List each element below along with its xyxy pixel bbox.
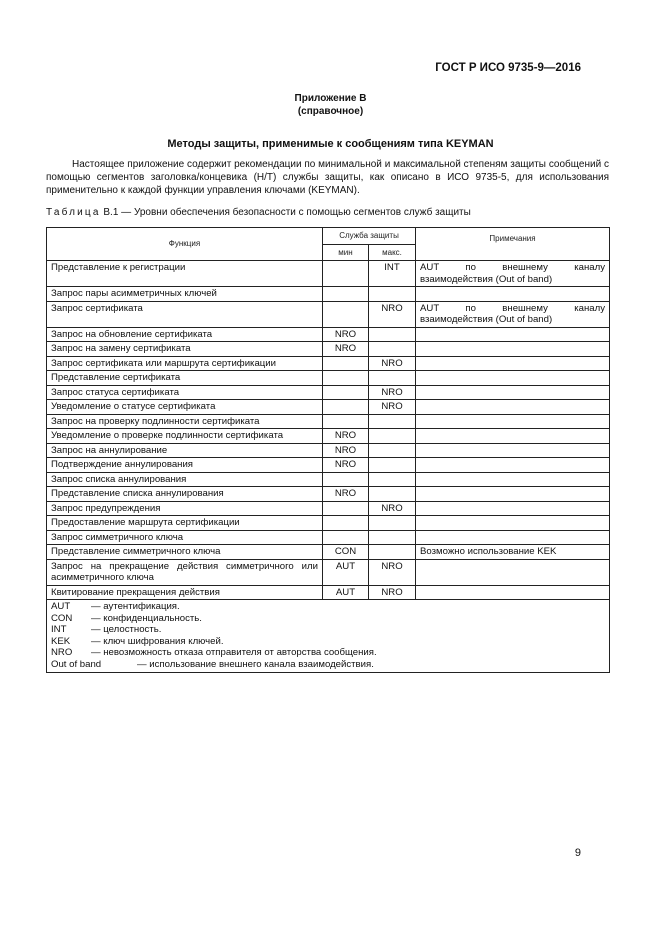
max-cell: NRO <box>369 400 416 415</box>
function-cell: Запрос предупреждения <box>47 501 323 516</box>
max-cell: NRO <box>369 301 416 327</box>
note-cell <box>416 342 610 357</box>
table-row <box>47 516 610 531</box>
note-cell: AUT по внешнему каналу взаимодействия (Out of band) <box>416 261 610 287</box>
table-row <box>47 585 610 600</box>
table-row <box>47 429 610 444</box>
function-cell: Запрос на прекращение действия симметричного или асимметричного ключа <box>47 559 323 585</box>
note-cell <box>416 559 610 585</box>
intro-paragraph: Настоящее приложение содержит рекомендации по минимальной и максимальной степеням защиты сообщений с помощью сегментов заголовка/концевика (Н/Т) службы защиты, как описано в ИСО 9735-5, для использования применительно к каждой функции управления ключами (KEYMAN). <box>46 159 609 196</box>
function-cell: Запрос сертификата <box>47 301 323 327</box>
legend-text: — конфиденциальность. <box>91 612 202 624</box>
min-cell <box>323 414 369 429</box>
function-cell: Запрос на замену сертификата <box>47 342 323 357</box>
table-header-row <box>47 228 610 245</box>
table-row <box>47 327 610 342</box>
max-cell <box>369 327 416 342</box>
function-cell: Запрос на аннулирование <box>47 443 323 458</box>
max-cell <box>369 414 416 429</box>
table-row <box>47 472 610 487</box>
header-notes: Примечания <box>416 228 610 261</box>
max-cell: NRO <box>369 501 416 516</box>
function-cell: Предоставление маршрута сертификации <box>47 516 323 531</box>
min-cell <box>323 287 369 302</box>
table-row <box>47 487 610 502</box>
function-cell: Запрос статуса сертификата <box>47 385 323 400</box>
table-row <box>47 385 610 400</box>
function-cell: Запрос списка аннулирования <box>47 472 323 487</box>
function-cell: Запрос на проверку подлинности сертификата <box>47 414 323 429</box>
table-caption <box>46 207 471 218</box>
max-cell <box>369 545 416 560</box>
note-cell <box>416 327 610 342</box>
max-cell <box>369 487 416 502</box>
header-function: Функция <box>47 228 323 261</box>
table-row <box>47 530 610 545</box>
table-caption-text: В.1 — Уровни обеспечения безопасности с помощью сегментов служб защиты <box>100 207 471 218</box>
note-cell <box>416 472 610 487</box>
header-security-service: Служба защиты <box>323 228 416 245</box>
legend-cell <box>47 600 610 673</box>
function-cell: Представление списка аннулирования <box>47 487 323 502</box>
min-cell: NRO <box>323 429 369 444</box>
max-cell: NRO <box>369 356 416 371</box>
min-cell <box>323 501 369 516</box>
legend-abbr: Out of band <box>51 658 102 670</box>
legend-abbr: KEK <box>51 635 71 647</box>
function-cell: Запрос сертификата или маршрута сертификации <box>47 356 323 371</box>
header-min: мин <box>323 244 369 261</box>
min-cell: AUT <box>323 585 369 600</box>
function-cell: Запрос симметричного ключа <box>47 530 323 545</box>
min-cell: NRO <box>323 443 369 458</box>
max-cell <box>369 429 416 444</box>
legend-abbr: NRO <box>51 647 73 659</box>
note-cell <box>416 385 610 400</box>
legend-text: — невозможность отказа отправителя от авторства сообщения. <box>91 647 377 659</box>
section-title: Методы защиты, применимые к сообщениям типа KEYMAN <box>167 138 494 150</box>
legend-item <box>51 613 605 625</box>
table-row <box>47 414 610 429</box>
min-cell: NRO <box>323 487 369 502</box>
max-cell <box>369 287 416 302</box>
appendix-title: Приложение В <box>294 93 367 104</box>
legend-item <box>51 636 605 648</box>
note-cell: AUT по внешнему каналу взаимодействия (Out of band) <box>416 301 610 327</box>
min-cell <box>323 516 369 531</box>
min-cell <box>323 356 369 371</box>
note-cell: Возможно использование KEK <box>416 545 610 560</box>
header-max: макс. <box>369 244 416 261</box>
function-cell: Запрос пары асимметричных ключей <box>47 287 323 302</box>
legend-item <box>51 659 605 671</box>
max-cell: NRO <box>369 585 416 600</box>
min-cell: CON <box>323 545 369 560</box>
table-caption-prefix: Таблица <box>46 207 101 218</box>
note-cell <box>416 516 610 531</box>
legend-text: — целостность. <box>91 624 162 636</box>
note-cell <box>416 400 610 415</box>
legend-abbr: CON <box>51 612 73 624</box>
legend-text: — ключ шифрования ключей. <box>91 635 224 647</box>
table-body <box>47 261 610 600</box>
appendix-heading <box>0 92 661 118</box>
max-cell <box>369 371 416 386</box>
note-cell <box>416 487 610 502</box>
legend-text: — использование внешнего канала взаимодействия. <box>137 658 374 670</box>
appendix-subtitle: (справочное) <box>297 106 364 117</box>
legend-item <box>51 624 605 636</box>
min-cell <box>323 261 369 287</box>
function-cell: Уведомление о статусе сертификата <box>47 400 323 415</box>
function-cell: Представление симметричного ключа <box>47 545 323 560</box>
min-cell: NRO <box>323 458 369 473</box>
function-cell: Запрос на обновление сертификата <box>47 327 323 342</box>
security-levels-table <box>46 227 610 673</box>
note-cell <box>416 287 610 302</box>
max-cell <box>369 458 416 473</box>
table-row <box>47 287 610 302</box>
legend-item <box>51 601 605 613</box>
table-row <box>47 501 610 516</box>
min-cell <box>323 301 369 327</box>
function-cell: Представление к регистрации <box>47 261 323 287</box>
max-cell <box>369 472 416 487</box>
standard-designation: ГОСТ Р ИСО 9735-9—2016 <box>435 62 581 74</box>
note-cell <box>416 356 610 371</box>
table-row <box>47 400 610 415</box>
table-row <box>47 356 610 371</box>
legend-text: — аутентификация. <box>91 601 180 612</box>
min-cell: NRO <box>323 342 369 357</box>
legend-abbr: INT <box>51 624 67 636</box>
table-row <box>47 261 610 287</box>
min-cell <box>323 371 369 386</box>
table-row <box>47 458 610 473</box>
legend-item <box>51 647 605 659</box>
function-cell: Уведомление о проверке подлинности сертификата <box>47 429 323 444</box>
note-cell <box>416 443 610 458</box>
max-cell <box>369 342 416 357</box>
min-cell <box>323 472 369 487</box>
page-number: 9 <box>574 847 581 859</box>
min-cell <box>323 385 369 400</box>
min-cell: AUT <box>323 559 369 585</box>
max-cell <box>369 530 416 545</box>
table-row <box>47 301 610 327</box>
legend-row <box>47 600 610 673</box>
max-cell: NRO <box>369 385 416 400</box>
max-cell: INT <box>369 261 416 287</box>
note-cell <box>416 429 610 444</box>
note-cell <box>416 414 610 429</box>
function-cell: Представление сертификата <box>47 371 323 386</box>
note-cell <box>416 585 610 600</box>
table-row <box>47 342 610 357</box>
min-cell <box>323 530 369 545</box>
min-cell <box>323 400 369 415</box>
max-cell <box>369 516 416 531</box>
max-cell <box>369 443 416 458</box>
note-cell <box>416 371 610 386</box>
function-cell: Подтверждение аннулирования <box>47 458 323 473</box>
function-cell: Квитирование прекращения действия <box>47 585 323 600</box>
max-cell: NRO <box>369 559 416 585</box>
note-cell <box>416 530 610 545</box>
table-row <box>47 559 610 585</box>
legend-abbr: AUT <box>51 601 71 612</box>
note-cell <box>416 458 610 473</box>
min-cell: NRO <box>323 327 369 342</box>
table-row <box>47 545 610 560</box>
table-row <box>47 443 610 458</box>
table-row <box>47 371 610 386</box>
note-cell <box>416 501 610 516</box>
